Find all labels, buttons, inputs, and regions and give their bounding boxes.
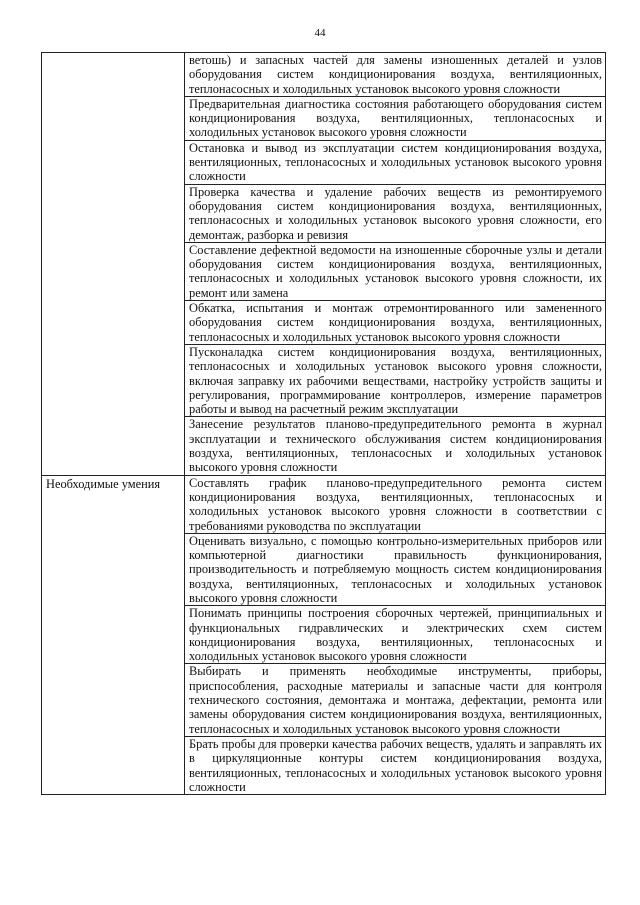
table-cell: Выбирать и применять необходимые инструменты, приборы, приспособления, расходные материалы и запасные части для контроля технического состояния, демонтажа и монтажа, дефектации, ремонта или замены оборудования систем кондиционирования воздуха, вентиляционных, теплонасосных и холодильных установок высокого уровня сложности <box>185 664 606 736</box>
table-cell: Занесение результатов планово-предупредительного ремонта в журнал эксплуатации и технического обслуживания систем кондиционирования воздуха, вентиляционных, теплонасосных и холодильных установок высокого уровня сложности <box>185 417 606 475</box>
table-cell: Брать пробы для проверки качества рабочих веществ, удалять и заправлять их в циркуляционные контуры систем кондиционирования воздуха, вентиляционных, теплонасосных и холодильных установок высокого уровня сложности <box>185 736 606 794</box>
skills-label: Необходимые умения <box>46 476 161 491</box>
table-cell: Проверка качества и удаление рабочих веществ из ремонтируемого оборудования систем кондиционирования воздуха, вентиляционных, теплонасосных и холодильных установок высокого уровня сложности, его демонтаж, разборка и ревизия <box>185 184 606 242</box>
table-cell: Составление дефектной ведомости на изношенные сборочные узлы и детали оборудования систем кондиционирования воздуха, вентиляционных, теплонасосных и холодильных установок высокого уровня сложности, их ремонт или замена <box>185 242 606 300</box>
table-cell: Пусконаладка систем кондиционирования воздуха, вентиляционных, теплонасосных и холодильных установок высокого уровня сложности, включая заправку их рабочими веществами, настройку устройств защиты и регулирования, программирование контроллеров, измерение параметров работы и вывод на расчетный режим эксплуатации <box>185 344 606 416</box>
table-cell: Понимать принципы построения сборочных чертежей, принципиальных и функциональных гидравлических и электрических схем систем кондиционирования воздуха, вентиляционных, теплонасосных и холодильных установок высокого уровня сложности <box>185 606 606 664</box>
page-number: 44 <box>314 27 326 39</box>
table-cell: Предварительная диагностика состояния работающего оборудования систем кондиционирования воздуха, вентиляционных, теплонасосных и холодильных установок высокого уровня сложности <box>185 96 606 140</box>
table-row <box>42 53 606 97</box>
table-cell: Составлять график планово-предупредительного ремонта систем кондиционирования воздуха, вентиляционных, теплонасосных и холодильных установок высокого уровня сложности в соответствии с требованиями руководства по эксплуатации <box>185 475 606 533</box>
table-cell: Оценивать визуально, с помощью контрольно-измерительных приборов или компьютерной диагностики правильность функционирования, производительность и потребляемую мощность систем кондиционирования воздуха, вентиляционных, теплонасосных и холодильных установок высокого уровня сложности <box>185 533 606 605</box>
empty-label-cell <box>42 53 185 476</box>
table-cell: ветошь) и запасных частей для замены изношенных деталей и узлов оборудования систем кондиционирования воздуха, вентиляционных, теплонасосных и холодильных установок высокого уровня сложности <box>185 53 606 97</box>
skills-label-cell <box>42 475 185 795</box>
table-cell: Остановка и вывод из эксплуатации систем кондиционирования воздуха, вентиляционных, теплонасосных и холодильных установок высокого уровня сложности <box>185 140 606 184</box>
table-cell: Обкатка, испытания и монтаж отремонтированного или замененного оборудования систем кондиционирования воздуха, вентиляционных, теплонасосных и холодильных установок высокого уровня сложности <box>185 301 606 345</box>
table-row <box>42 475 606 533</box>
labor-functions-table <box>41 52 606 795</box>
